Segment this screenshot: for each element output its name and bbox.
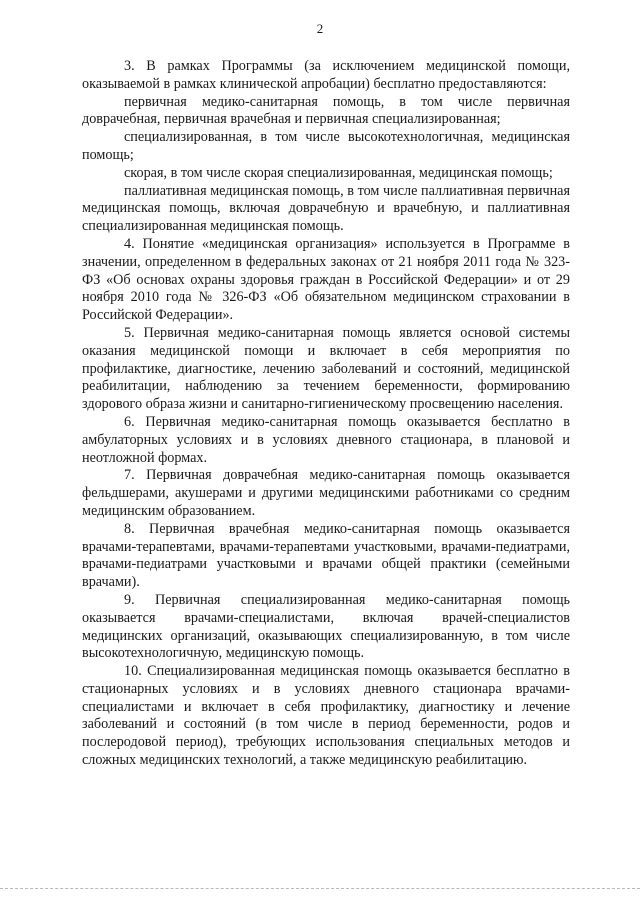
list-item-specialized-care: специализированная, в том числе высокотехнологичная, медицинская помощь; xyxy=(82,129,570,163)
page-number: 2 xyxy=(316,21,324,36)
list-item-emergency-care: скорая, в том числе скорая специализированная, медицинская помощь; xyxy=(124,164,553,181)
paragraph-7: 7. Первичная доврачебная медико-санитарная помощь оказывается фельдшерами, акушерами и другими медицинскими работниками со средним медицинским образованием. xyxy=(82,467,570,519)
list-item-palliative-care: паллиативная медицинская помощь, в том числе паллиативная первичная медицинская помощь, включая доврачебную и врачебную, и паллиативная специализированная медицинская помощь. xyxy=(82,182,570,235)
paragraph-10: 10. Специализированная медицинская помощь оказывается бесплатно в стационарных условиях и в условиях дневного стационара врачами-специалистами и включает в себя профилактику, диагностику и лечение заболеваний и состояний (в том числе в период беременности, родов и послеродовой период), требующих использования специальных методов и сложных медицинских технологий, а также медицинскую реабилитацию. xyxy=(82,663,570,769)
paragraph-8: 8. Первичная врачебная медико-санитарная помощь оказывается врачами-терапевтами, врачами-терапевтами участковыми, врачами-педиатрами, врачами-педиатрами участковыми и врачами общей практики (семейными врачами). xyxy=(82,520,570,591)
scan-edge-line xyxy=(0,888,640,889)
paragraph-9: 9. Первичная специализированная медико-санитарная помощь оказывается врачами-специалистами, включая врачей-специалистов медицинских организаций, оказывающих специализированную, в том числе высокотехнологичную, медицинскую помощь. xyxy=(82,591,570,662)
paragraph-4: 4. Понятие «медицинская организация» используется в Программе в значении, определенном в федеральных законах от 21 ноября 2011 года № 323-ФЗ «Об основах охраны здоровья граждан в Российской Федерации» и от 29 ноября 2010 года № 326-ФЗ «Об обязательном медицинском страховании в Российской Федерации». xyxy=(82,235,570,324)
paragraph-3-intro: 3. В рамках Программы (за исключением медицинской помощи, оказываемой в рамках клинической апробации) бесплатно предоставляются: xyxy=(82,58,570,92)
list-item-primary-care: первичная медико-санитарная помощь, в том числе первичная доврачебная, первичная врачебная и первичная специализированная; xyxy=(82,93,570,128)
paragraph-5: 5. Первичная медико-санитарная помощь является основой системы оказания медицинской помощи и включает в себя мероприятия по профилактике, диагностике, лечению заболеваний и состояний, медицинской реабилитации, наблюдению за течением беременности, формированию здорового образа жизни и санитарно-гигиеническому просвещению населения. xyxy=(82,324,570,413)
document-body xyxy=(82,58,570,770)
paragraph-6: 6. Первичная медико-санитарная помощь оказывается бесплатно в амбулаторных условиях и в условиях дневного стационара, в плановой и неотложной формах. xyxy=(82,413,570,466)
